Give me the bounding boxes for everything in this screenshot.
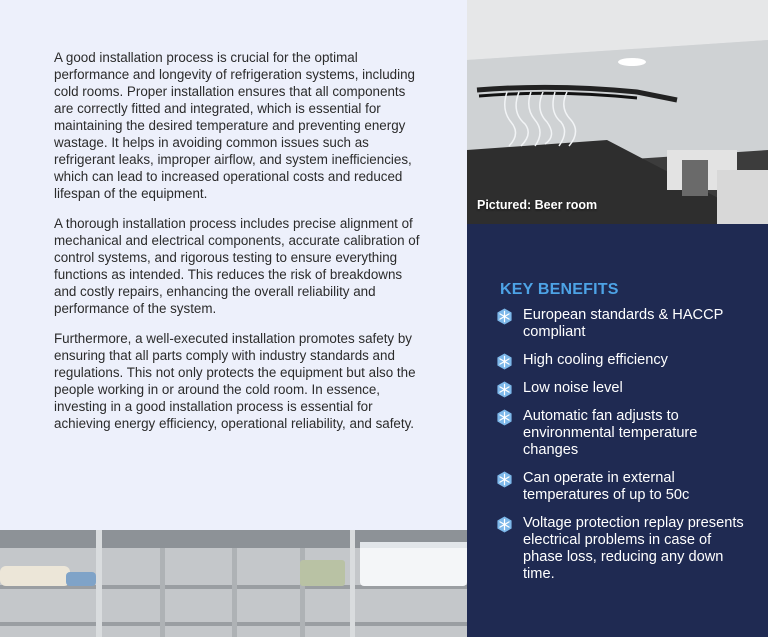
benefit-text: European standards & HACCP compliant	[523, 307, 724, 340]
beer-room-illustration	[467, 0, 768, 224]
key-benefits-list	[496, 307, 746, 594]
snowflake-icon	[496, 353, 513, 370]
beer-room-photo	[467, 0, 768, 224]
snowflake-icon	[496, 516, 513, 533]
body-text	[54, 49, 424, 445]
shelving-photo	[0, 530, 467, 637]
snowflake-icon	[496, 308, 513, 325]
benefit-item	[496, 408, 746, 459]
snowflake-icon	[496, 409, 513, 426]
benefit-item	[496, 515, 746, 583]
shelving-illustration	[0, 530, 467, 637]
benefit-item	[496, 470, 746, 504]
key-benefits-title: KEY BENEFITS	[500, 281, 619, 298]
paragraph-1: A good installation process is crucial for the optimal performance and longevity of refrigeration systems, including cold rooms. Proper installation ensures that all components are correctly fitted and integrated, which is essential for maintaining the desired temperature and preventing energy wastage. It helps in avoiding common issues such as refrigerant leaks, improper airflow, and system inefficiencies, which can lead to increased operational costs and reduced lifespan of the equipment.	[54, 50, 415, 201]
benefit-item	[496, 380, 746, 397]
snowflake-icon	[496, 471, 513, 488]
benefit-item	[496, 307, 746, 341]
benefit-item	[496, 352, 746, 369]
paragraph-3: Furthermore, a well-executed installation promotes safety by ensuring that all parts comply with industry standards and regulations. This not only protects the equipment but also the people working in or around the cold room. In essence, investing in a good installation process is essential for achieving energy efficiency, operational reliability, and safety.	[54, 331, 416, 431]
photo-caption: Pictured: Beer room	[477, 198, 598, 212]
benefit-text: Automatic fan adjusts to environmental temperature changes	[523, 408, 698, 458]
snowflake-icon	[496, 381, 513, 398]
benefit-text: High cooling efficiency	[523, 352, 668, 368]
benefit-text: Can operate in external temperatures of up to 50c	[523, 470, 690, 503]
benefit-text: Low noise level	[523, 380, 623, 396]
paragraph-2: A thorough installation process includes precise alignment of mechanical and electrical components, accurate calibration of control systems, and rigorous testing to ensure everything functions as intended. This reduces the risk of breakdowns and costly repairs, enhancing the overall reliability and performance of the system.	[54, 216, 420, 316]
benefit-text: Voltage protection replay presents electrical problems in case of phase loss, reducing any down time.	[523, 515, 744, 582]
